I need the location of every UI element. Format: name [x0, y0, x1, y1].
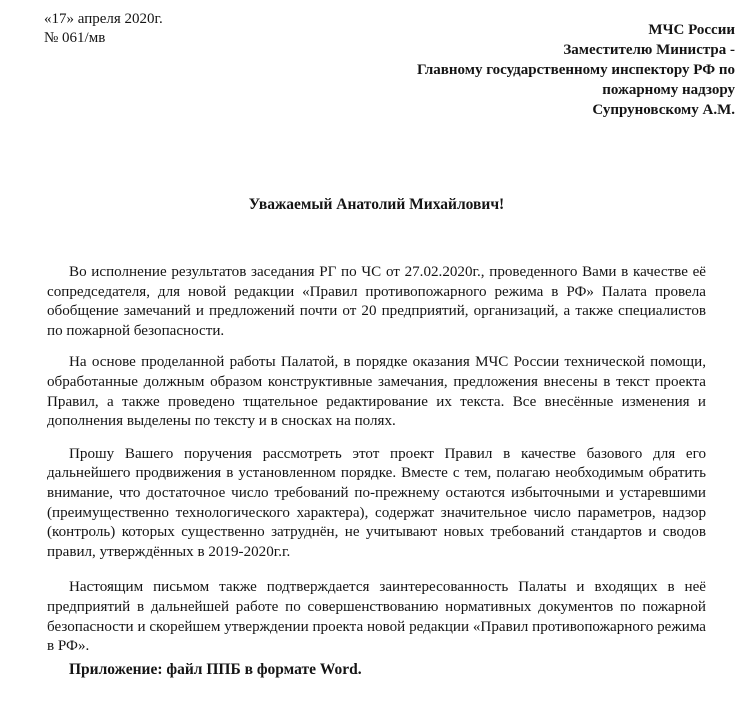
- addressee-name: Супруновскому А.М.: [592, 102, 735, 118]
- addressee-org: МЧС России: [648, 22, 735, 38]
- letter-date: «17» апреля 2020г.: [44, 11, 163, 27]
- body-paragraph-1: Во исполнение результатов заседания РГ по ЧС от 27.02.2020г., проведенного Вами в качестве её сопредседателя, для новой редакции «Правил противопожарного режима в РФ» Палата провела обобщение замечаний и предложений почти от 20 предприятий, организаций, а также специалистов по пожарной безопасности.: [47, 264, 706, 339]
- body-paragraph-2: На основе проделанной работы Палатой, в порядке оказания МЧС России технической помощи, обработанные должным образом конструктивные замечания, предложения внесены в текст проекта Правил, а также проведено тщательное редактирование их текста. Все внесённые изменения и дополнения выделены по тексту и в сносках на полях.: [47, 354, 706, 430]
- letter-number: № 061/мв: [44, 30, 106, 46]
- addressee-line-2: Главному государственному инспектору РФ по: [417, 62, 735, 78]
- body-paragraph-3: Прошу Вашего поручения рассмотреть этот проект Правил в качестве базового для его дальнейшего продвижения в установленном порядке. Вместе с тем, полагаю необходимым обратить внимание, что достаточное число требований по-прежнему остаются избыточными и устаревшими (преимущественно технологического характера), содержат значительное число параметров, надзор (контроль) которых существенно затруднён, не учитывают новых требований стандартов и сводов правил, утверждённых в 2019-2020г.г.: [47, 445, 706, 560]
- addressee-line-1: Заместителю Министра -: [563, 42, 735, 58]
- addressee-line-3: пожарному надзору: [602, 82, 735, 98]
- salutation: Уважаемый Анатолий Михайлович!: [248, 196, 505, 213]
- addressee-block: [417, 20, 735, 120]
- letter-meta: [44, 10, 163, 48]
- body-paragraph-4: Настоящим письмом также подтверждается заинтересованность Палаты и входящих в неё предприятий в дальнейшей работе по совершенствованию нормативных документов по пожарной безопасности и скорейшем утверждении проекта новой редакции «Правил противопожарного режима в РФ».: [47, 579, 706, 655]
- letter-body: [47, 263, 706, 657]
- attachment-note: Приложение: файл ППБ в формате Word.: [69, 661, 362, 678]
